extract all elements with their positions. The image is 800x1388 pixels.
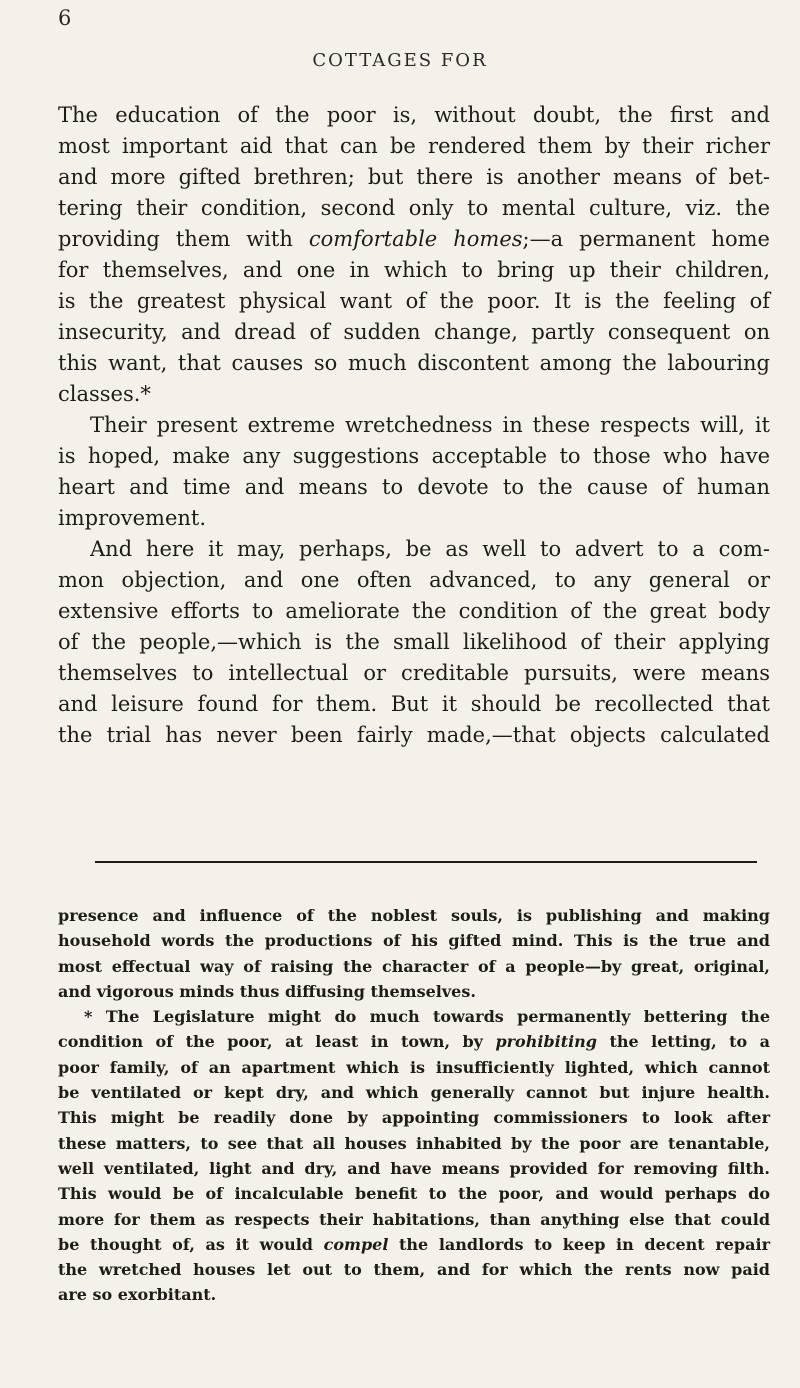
body-line: and more gifted brethren; but there is another means of bet- [58, 165, 770, 189]
body-line: is hoped, make any suggestions acceptable to those who have [58, 444, 770, 468]
body-line: And here it may, perhaps, be as well to advert to a com- [90, 537, 770, 561]
body-line: extensive efforts to ameliorate the condition of the great body [58, 599, 770, 623]
footnote-line: are so exorbitant. [58, 1285, 217, 1305]
body-line: is the greatest physical want of the poor. It is the feeling of [58, 289, 770, 313]
body-text [58, 100, 770, 751]
body-line: heart and time and means to devote to the cause of human [58, 475, 770, 499]
running-head: COTTAGES FOR [312, 50, 488, 71]
footnote-line: well ventilated, light and dry, and have means provided for removing filth. [58, 1158, 770, 1178]
footnote-line: the wretched houses let out to them, and for which the rents now paid [58, 1260, 770, 1280]
footnote-line: condition of the poor, at least in town, by prohibiting the letting, to a [58, 1032, 771, 1052]
body-line: most important aid that can be rendered them by their richer [58, 134, 770, 158]
body-line: classes.* [58, 382, 151, 406]
footnote-line: poor family, of an apartment which is insufficiently lighted, which cannot [58, 1057, 770, 1077]
body-line: providing them with comfortable homes;—a permanent home [58, 227, 770, 251]
body-line: of the people,—which is the small likelihood of their applying [58, 630, 770, 654]
body-line: tering their condition, second only to mental culture, viz. the [58, 196, 770, 220]
footnote-line: most effectual way of raising the character of a people—by great, original, [58, 956, 770, 976]
footnote-line: more for them as respects their habitations, than anything else that could [58, 1209, 770, 1229]
body-line: themselves to intellectual or creditable pursuits, were means [58, 661, 770, 685]
body-line: this want, that causes so much discontent among the labouring [58, 351, 770, 375]
footnote-line: This might be readily done by appointing commissioners to look after [58, 1108, 770, 1128]
footnote-line: * The Legislature might do much towards permanently bettering the [84, 1007, 770, 1027]
body-line: for themselves, and one in which to bring up their children, [58, 258, 770, 282]
body-line: mon objection, and one often advanced, to any general or [58, 568, 770, 592]
footnote-line: be thought of, as it would compel the landlords to keep in decent repair [58, 1234, 770, 1254]
footnote-rule [95, 861, 757, 863]
footnote-line: household words the productions of his gifted mind. This is the true and [58, 931, 770, 951]
body-line: and leisure found for them. But it should be recollected that [58, 692, 770, 716]
footnote-line: presence and influence of the noblest souls, is publishing and making [58, 906, 770, 925]
footnote-line: these matters, to see that all houses inhabited by the poor are tenantable, [58, 1133, 770, 1153]
body-line: the trial has never been fairly made,—that objects calculated [58, 723, 770, 747]
footnote-line: be ventilated or kept dry, and which generally cannot but injure health. [58, 1083, 770, 1103]
footnote-line: and vigorous minds thus diffusing themselves. [58, 981, 476, 1001]
body-line: insecurity, and dread of sudden change, partly consequent on [58, 320, 770, 344]
body-line: improvement. [58, 506, 207, 530]
body-line: The education of the poor is, without doubt, the first and [58, 103, 770, 127]
footnote-line: This would be of incalculable benefit to the poor, and would perhaps do [58, 1184, 770, 1204]
footnotes [58, 903, 770, 1308]
body-line: Their present extreme wretchedness in these respects will, it [90, 413, 770, 437]
page-number: 6 [58, 6, 72, 30]
